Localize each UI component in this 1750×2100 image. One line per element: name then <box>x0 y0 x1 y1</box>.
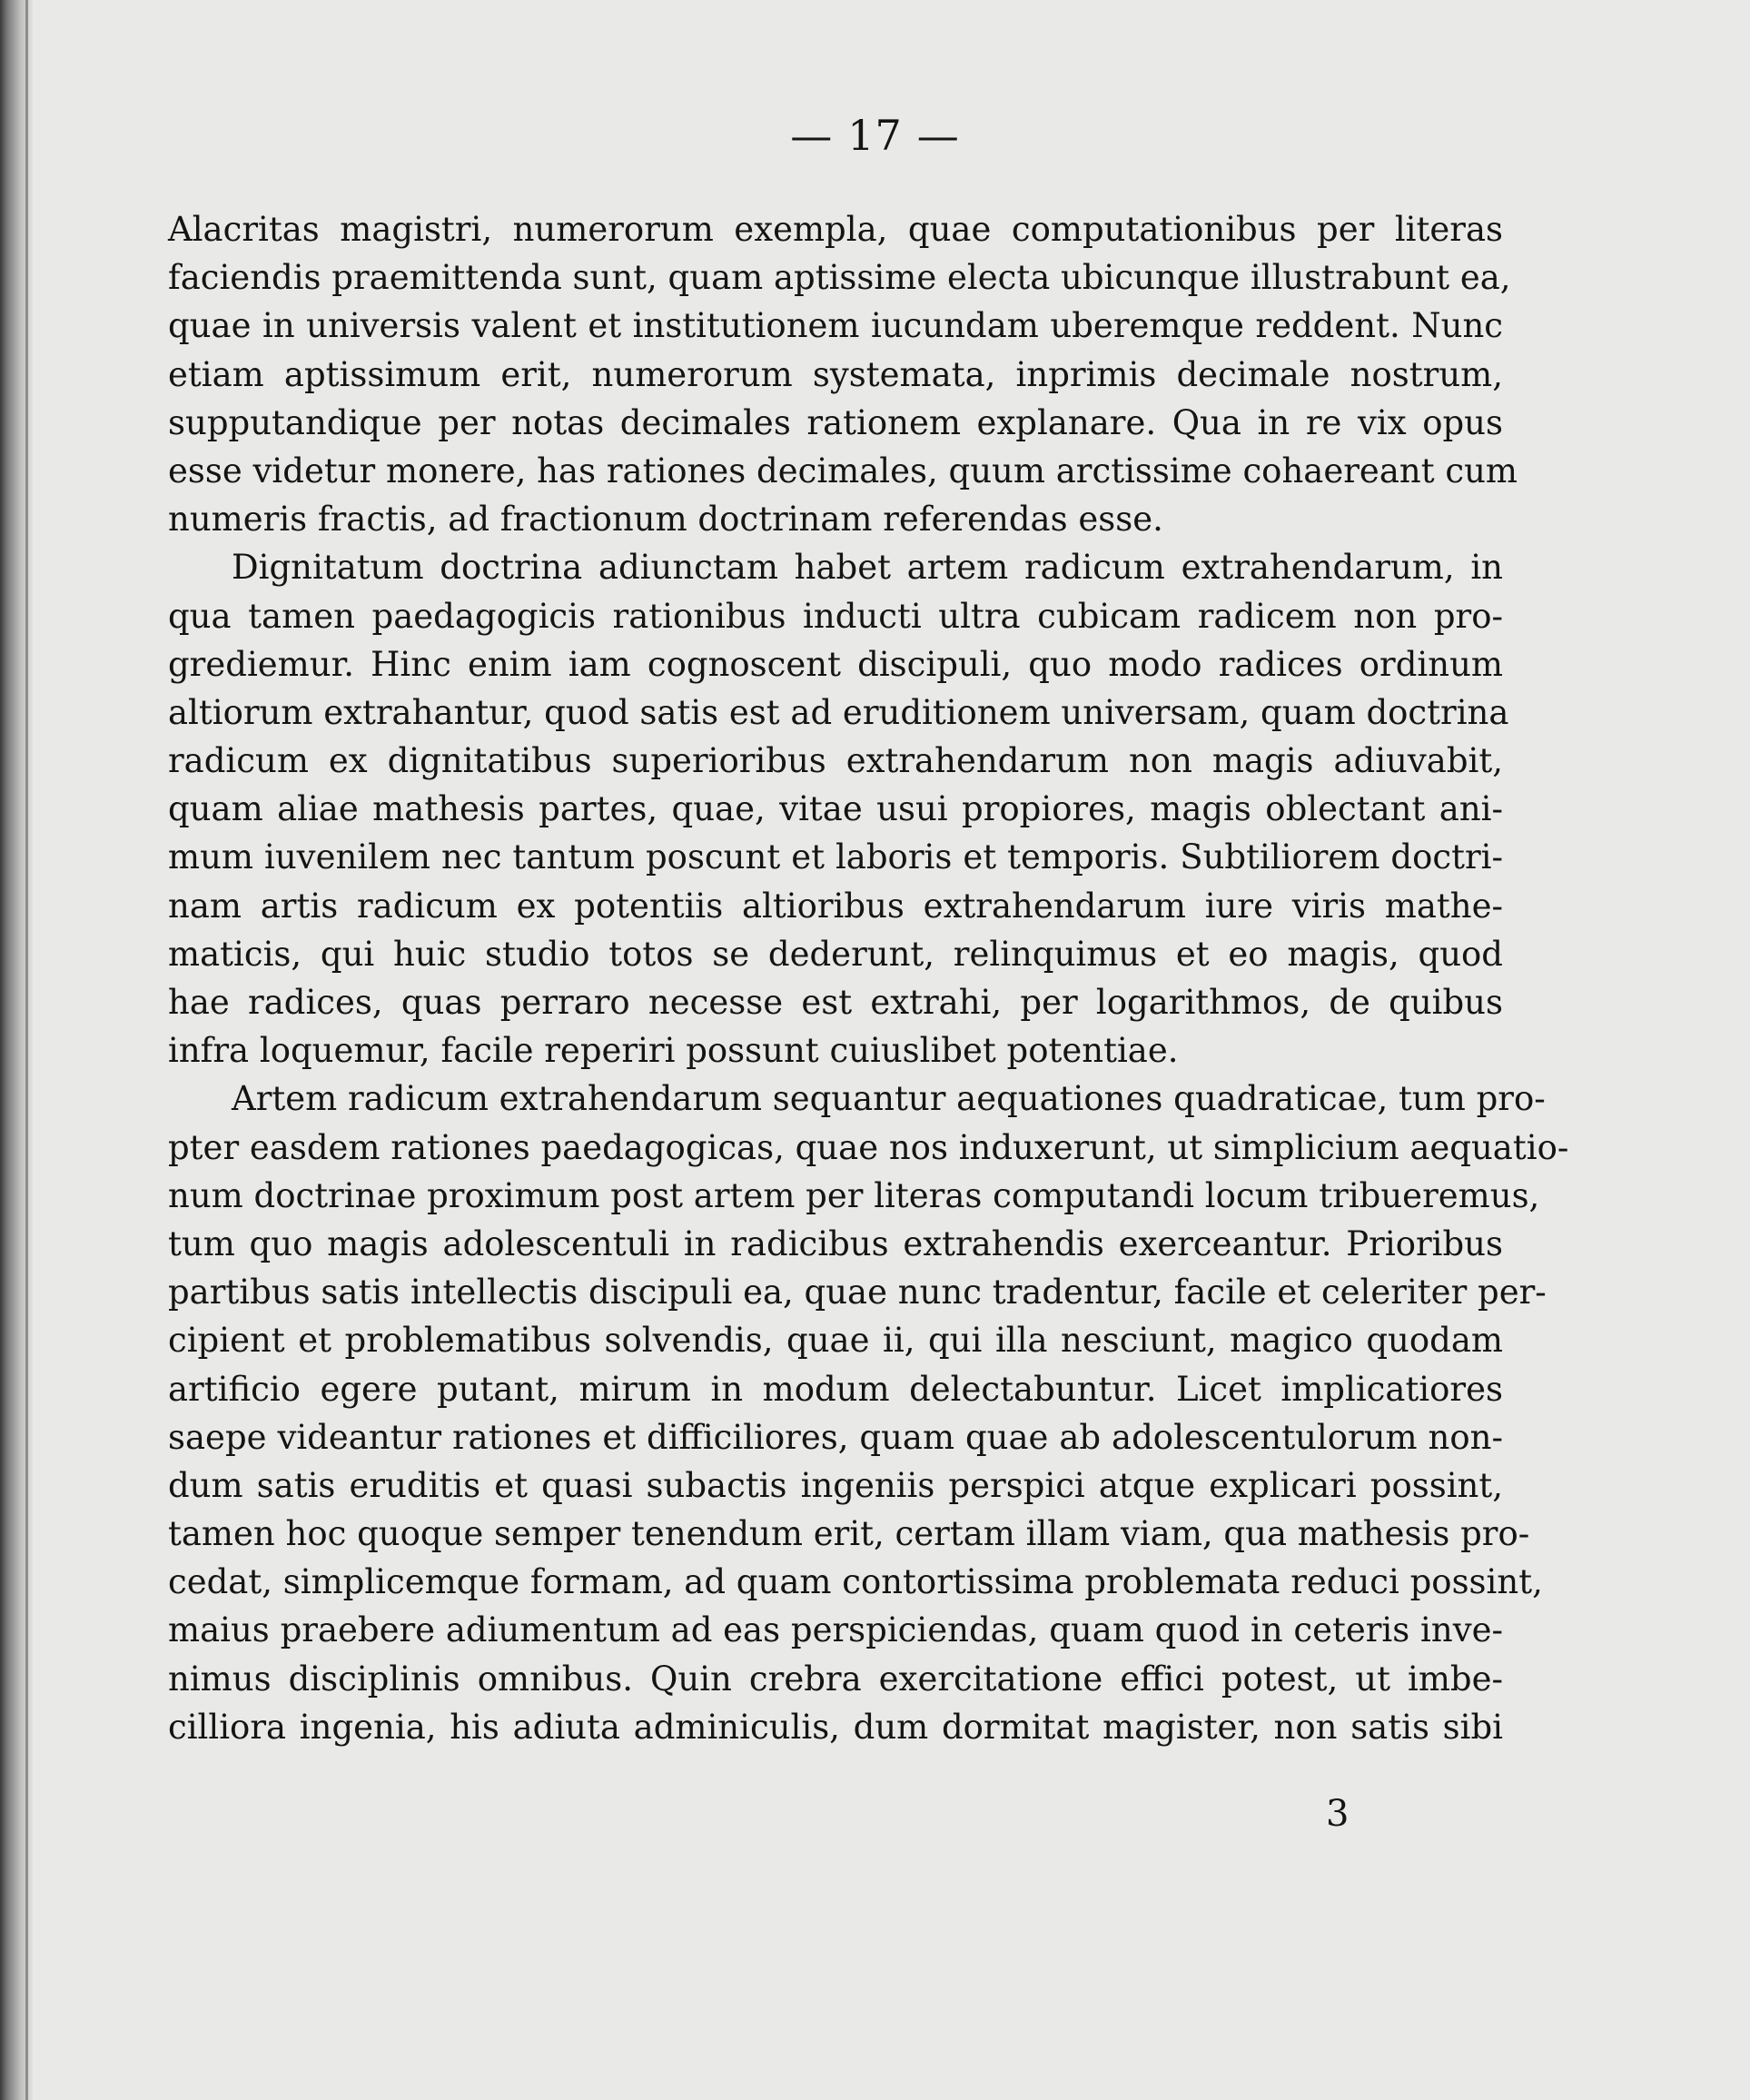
text-line: quae in universis valent et institutionem iucundam uberemque reddent. Nunc <box>168 306 1503 346</box>
text-line: artificio egere putant, mirum in modum delectabuntur. Licet implicatiores <box>168 1369 1503 1409</box>
text-line: mum iuvenilem nec tantum poscunt et laboris et temporis. Subtiliorem doctri- <box>168 837 1503 877</box>
text-line: maius praebere adiumentum ad eas perspiciendas, quam quod in ceteris inve- <box>168 1610 1503 1650</box>
text-line: radicum ex dignitatibus superioribus extrahendarum non magis adiuvabit, <box>168 741 1503 781</box>
text-line: pter easdem rationes paedagogicas, quae nos induxerunt, ut simplicium aequatio- <box>168 1127 1569 1167</box>
text-line: nam artis radicum ex potentiis altioribus extrahendarum iure viris mathe- <box>168 886 1503 926</box>
text-line: etiam aptissimum erit, numerorum systemata, inprimis decimale nostrum, <box>168 354 1503 394</box>
page-header <box>0 111 1750 160</box>
header-dash-right: — <box>916 111 960 160</box>
text-line: saepe videantur rationes et difficiliores, quam quae ab adolescentulorum non- <box>168 1417 1503 1457</box>
text-line: supputandique per notas decimales rationem explanare. Qua in re vix opus <box>168 402 1503 442</box>
text-line: hae radices, quas perraro necesse est extrahi, per logarithmos, de quibus <box>168 983 1503 1022</box>
page-number: 17 <box>847 111 903 160</box>
text-line: grediemur. Hinc enim iam cognoscent discipuli, quo modo radices ordinum <box>168 644 1503 684</box>
text-line: cilliora ingenia, his adiuta adminiculis, dum dormitat magister, non satis sibi <box>168 1707 1503 1747</box>
text-line: Artem radicum extrahendarum sequantur aequationes quadraticae, tum pro- <box>232 1079 1546 1119</box>
text-line: Dignitatum doctrina adiunctam habet artem radicum extrahendarum, in <box>232 548 1503 588</box>
text-line: tum quo magis adolescentuli in radicibus extrahendis exerceantur. Prioribus <box>168 1223 1503 1263</box>
text-line: cipient et problematibus solvendis, quae ii, qui illa nesciunt, magico quodam <box>168 1321 1503 1361</box>
text-line: Alacritas magistri, numerorum exempla, quae computationibus per literas <box>168 210 1503 249</box>
text-line: tamen hoc quoque semper tenendum erit, certam illam viam, qua mathesis pro- <box>168 1514 1530 1554</box>
body-text <box>168 205 1569 1751</box>
text-line: altiorum extrahantur, quod satis est ad eruditionem universam, quam doctrina <box>168 692 1509 732</box>
text-line: infra loquemur, facile reperiri possunt cuiuslibet potentiae. <box>168 1031 1179 1071</box>
text-line: nimus disciplinis omnibus. Quin crebra exercitatione effici potest, ut imbe- <box>168 1659 1503 1699</box>
text-line: maticis, qui huic studio totos se dederunt, relinquimus et eo magis, quod <box>168 934 1503 974</box>
text-line: esse videtur monere, has rationes decimales, quum arctissime cohaereant cum <box>168 451 1518 490</box>
text-line: dum satis eruditis et quasi subactis ingeniis perspici atque explicari possint, <box>168 1465 1503 1505</box>
text-line: num doctrinae proximum post artem per literas computandi locum tribueremus, <box>168 1175 1540 1215</box>
paragraph-1 <box>168 205 1518 543</box>
text-line: partibus satis intellectis discipuli ea, quae nunc tradentur, facile et celeriter per- <box>168 1273 1547 1312</box>
header-dash-left: — <box>790 111 834 160</box>
text-line: quam aliae mathesis partes, quae, vitae usui propiores, magis oblectant ani- <box>168 789 1503 829</box>
text-line: numeris fractis, ad fractionum doctrinam referendas esse. <box>168 500 1163 540</box>
paragraph-2 <box>168 543 1509 1075</box>
text-line: faciendis praemittenda sunt, quam aptissime electa ubicunque illustrabunt ea, <box>168 258 1511 298</box>
text-line: qua tamen paedagogicis rationibus inducti ultra cubicam radicem non pro- <box>168 596 1503 636</box>
text-line: cedat, simplicemque formam, ad quam contortissima problemata reduci possint, <box>168 1562 1543 1602</box>
paragraph-3 <box>168 1075 1569 1751</box>
signature-mark: 3 <box>1326 1793 1350 1835</box>
page-edge-line <box>25 0 28 2100</box>
